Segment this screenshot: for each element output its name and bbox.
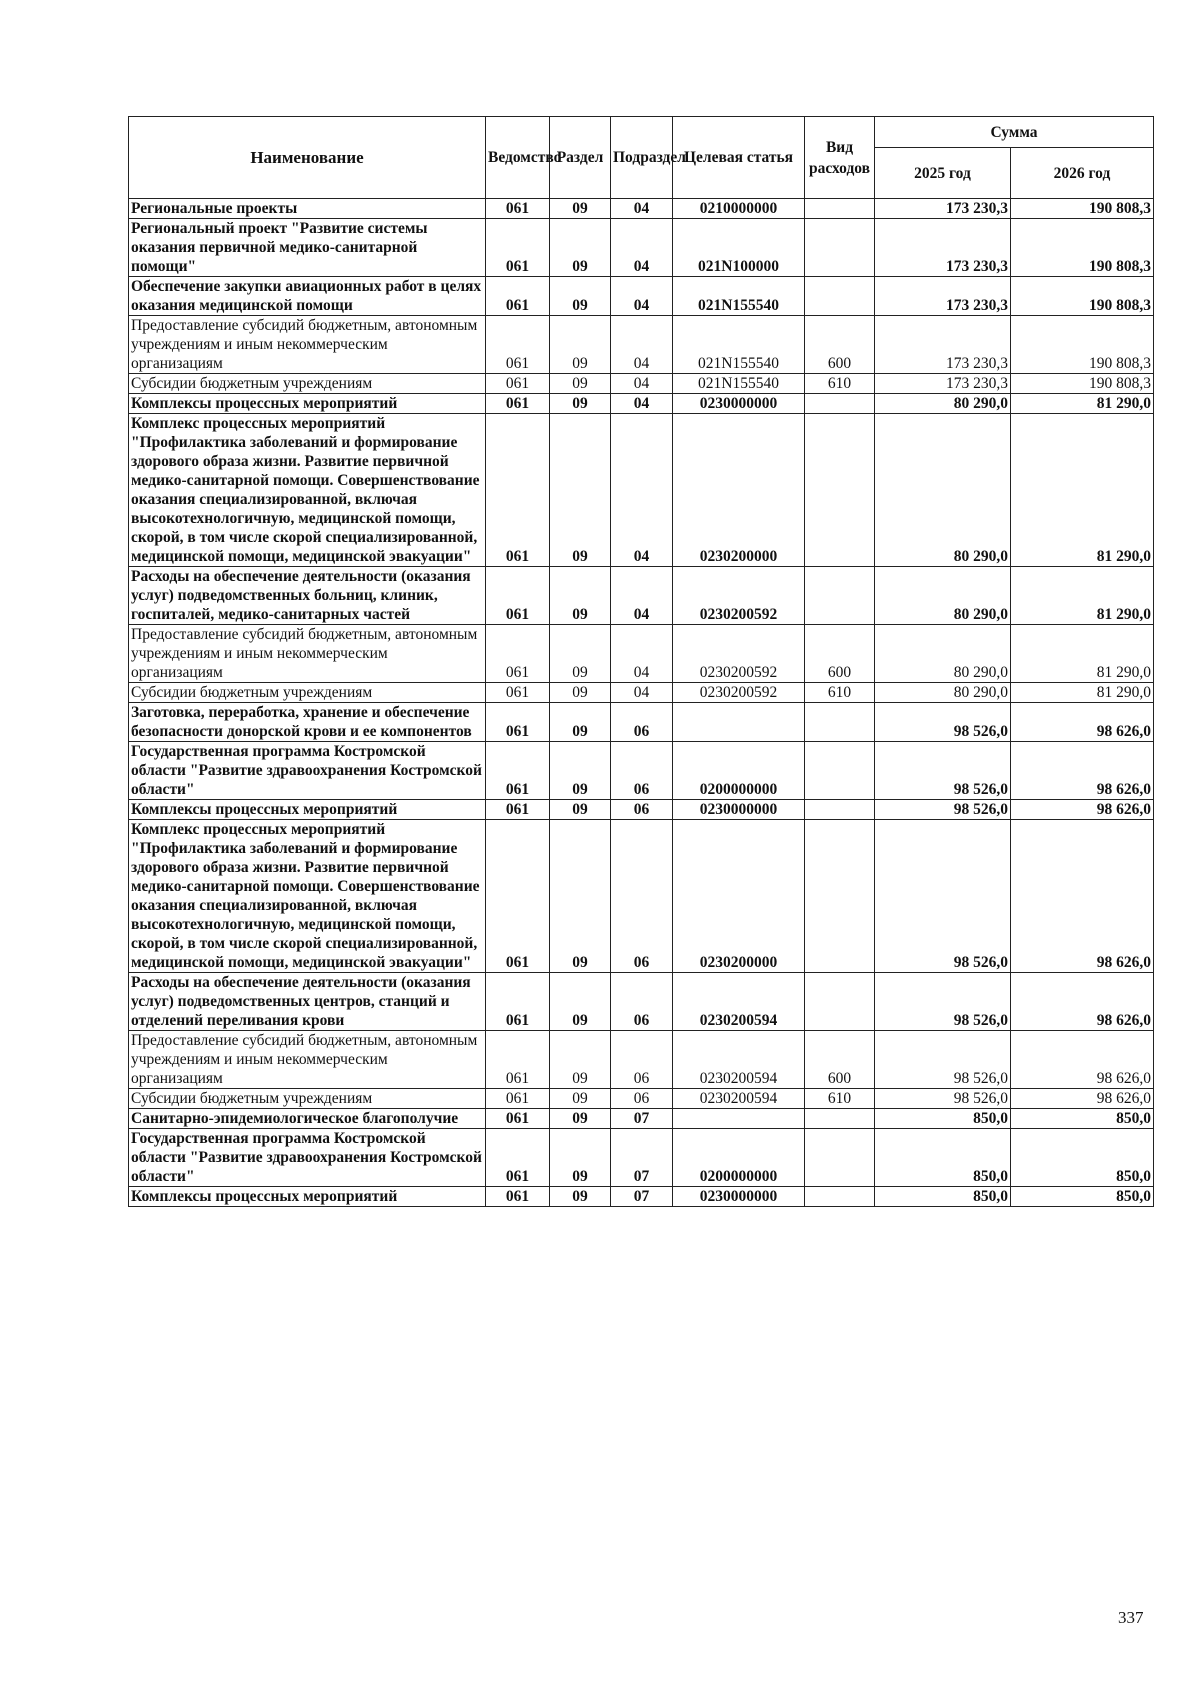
table-row xyxy=(129,1089,1154,1109)
row-sum-2026: 98 626,0 xyxy=(1011,973,1154,1031)
row-razdel: 09 xyxy=(550,277,611,316)
row-vedomstvo: 061 xyxy=(486,1031,550,1089)
row-celevaya-statya: 021N100000 xyxy=(673,219,805,277)
row-razdel: 09 xyxy=(550,703,611,742)
row-vid-raskhodov xyxy=(805,567,875,625)
row-razdel: 09 xyxy=(550,1031,611,1089)
row-podrazdel: 04 xyxy=(611,219,673,277)
table-row xyxy=(129,219,1154,277)
table-row xyxy=(129,973,1154,1031)
row-sum-2025: 173 230,3 xyxy=(875,219,1011,277)
row-podrazdel: 06 xyxy=(611,800,673,820)
row-razdel: 09 xyxy=(550,219,611,277)
row-vid-raskhodov xyxy=(805,1129,875,1187)
row-celevaya-statya: 021N155540 xyxy=(673,374,805,394)
row-celevaya-statya xyxy=(673,703,805,742)
row-vedomstvo: 061 xyxy=(486,394,550,414)
budget-table xyxy=(128,116,1154,1207)
row-name: Комплексы процессных мероприятий xyxy=(129,800,486,820)
header-summa: Сумма xyxy=(875,117,1154,148)
row-sum-2026: 98 626,0 xyxy=(1011,1031,1154,1089)
row-name: Государственная программа Костромской области "Развитие здравоохранения Костромской области" xyxy=(129,1129,486,1187)
row-razdel: 09 xyxy=(550,1109,611,1129)
row-vid-raskhodov xyxy=(805,1187,875,1207)
row-vid-raskhodov xyxy=(805,973,875,1031)
row-podrazdel: 04 xyxy=(611,414,673,567)
row-podrazdel: 04 xyxy=(611,316,673,374)
row-sum-2025: 80 290,0 xyxy=(875,414,1011,567)
row-sum-2026: 81 290,0 xyxy=(1011,414,1154,567)
row-sum-2026: 98 626,0 xyxy=(1011,742,1154,800)
row-vedomstvo: 061 xyxy=(486,277,550,316)
table-row xyxy=(129,199,1154,219)
row-vedomstvo: 061 xyxy=(486,567,550,625)
row-podrazdel: 06 xyxy=(611,742,673,800)
table-row xyxy=(129,1109,1154,1129)
row-sum-2026: 81 290,0 xyxy=(1011,683,1154,703)
row-razdel: 09 xyxy=(550,374,611,394)
row-podrazdel: 04 xyxy=(611,199,673,219)
row-celevaya-statya: 0200000000 xyxy=(673,1129,805,1187)
row-vedomstvo: 061 xyxy=(486,742,550,800)
row-name: Государственная программа Костромской области "Развитие здравоохранения Костромской области" xyxy=(129,742,486,800)
row-sum-2026: 81 290,0 xyxy=(1011,567,1154,625)
row-vedomstvo: 061 xyxy=(486,973,550,1031)
header-name: Наименование xyxy=(129,117,486,199)
row-name: Предоставление субсидий бюджетным, автономным учреждениям и иным некоммерческим организациям xyxy=(129,1031,486,1089)
row-vid-raskhodov xyxy=(805,742,875,800)
row-celevaya-statya: 0230200000 xyxy=(673,820,805,973)
table-row xyxy=(129,414,1154,567)
row-podrazdel: 04 xyxy=(611,394,673,414)
row-podrazdel: 06 xyxy=(611,1031,673,1089)
table-row xyxy=(129,277,1154,316)
row-razdel: 09 xyxy=(550,1187,611,1207)
row-vid-raskhodov: 600 xyxy=(805,1031,875,1089)
row-celevaya-statya: 0230200592 xyxy=(673,567,805,625)
table-row xyxy=(129,1187,1154,1207)
row-vedomstvo: 061 xyxy=(486,374,550,394)
row-sum-2025: 80 290,0 xyxy=(875,625,1011,683)
table-row xyxy=(129,567,1154,625)
row-vid-raskhodov xyxy=(805,199,875,219)
row-vid-raskhodov xyxy=(805,414,875,567)
row-name: Санитарно-эпидемиологическое благополучие xyxy=(129,1109,486,1129)
row-sum-2026: 190 808,3 xyxy=(1011,199,1154,219)
row-podrazdel: 04 xyxy=(611,567,673,625)
row-sum-2026: 190 808,3 xyxy=(1011,277,1154,316)
row-podrazdel: 04 xyxy=(611,374,673,394)
row-podrazdel: 04 xyxy=(611,625,673,683)
row-vedomstvo: 061 xyxy=(486,199,550,219)
row-vedomstvo: 061 xyxy=(486,1089,550,1109)
row-name: Комплексы процессных мероприятий xyxy=(129,394,486,414)
table-row xyxy=(129,703,1154,742)
row-sum-2025: 173 230,3 xyxy=(875,374,1011,394)
row-vedomstvo: 061 xyxy=(486,625,550,683)
row-razdel: 09 xyxy=(550,199,611,219)
row-celevaya-statya: 0230000000 xyxy=(673,800,805,820)
row-sum-2025: 80 290,0 xyxy=(875,567,1011,625)
row-celevaya-statya: 0230000000 xyxy=(673,394,805,414)
row-razdel: 09 xyxy=(550,567,611,625)
table-row xyxy=(129,1031,1154,1089)
row-razdel: 09 xyxy=(550,800,611,820)
row-sum-2025: 98 526,0 xyxy=(875,800,1011,820)
table-row xyxy=(129,374,1154,394)
row-vedomstvo: 061 xyxy=(486,1187,550,1207)
row-vid-raskhodov: 610 xyxy=(805,374,875,394)
table-row xyxy=(129,683,1154,703)
row-sum-2025: 98 526,0 xyxy=(875,703,1011,742)
header-celevaya-statya: Целевая статья xyxy=(673,117,805,199)
row-vid-raskhodov xyxy=(805,1109,875,1129)
row-sum-2026: 850,0 xyxy=(1011,1129,1154,1187)
row-sum-2025: 98 526,0 xyxy=(875,1089,1011,1109)
row-razdel: 09 xyxy=(550,1129,611,1187)
row-sum-2026: 98 626,0 xyxy=(1011,800,1154,820)
row-vid-raskhodov: 600 xyxy=(805,625,875,683)
table-row xyxy=(129,742,1154,800)
row-vedomstvo: 061 xyxy=(486,316,550,374)
row-celevaya-statya: 0230200594 xyxy=(673,1089,805,1109)
row-vedomstvo: 061 xyxy=(486,219,550,277)
row-vid-raskhodov xyxy=(805,703,875,742)
row-sum-2026: 190 808,3 xyxy=(1011,374,1154,394)
row-name: Комплексы процессных мероприятий xyxy=(129,1187,486,1207)
row-sum-2026: 98 626,0 xyxy=(1011,1089,1154,1109)
row-vedomstvo: 061 xyxy=(486,1129,550,1187)
row-podrazdel: 06 xyxy=(611,1089,673,1109)
row-vedomstvo: 061 xyxy=(486,800,550,820)
row-name: Заготовка, переработка, хранение и обеспечение безопасности донорской крови и ее компонентов xyxy=(129,703,486,742)
row-celevaya-statya: 0230200592 xyxy=(673,625,805,683)
row-sum-2026: 190 808,3 xyxy=(1011,219,1154,277)
row-name: Расходы на обеспечение деятельности (оказания услуг) подведомственных больниц, клиник, госпиталей, медико-санитарных частей xyxy=(129,567,486,625)
row-podrazdel: 04 xyxy=(611,277,673,316)
row-name: Субсидии бюджетным учреждениям xyxy=(129,683,486,703)
row-vedomstvo: 061 xyxy=(486,1109,550,1129)
row-sum-2025: 98 526,0 xyxy=(875,1031,1011,1089)
row-razdel: 09 xyxy=(550,625,611,683)
row-celevaya-statya xyxy=(673,1109,805,1129)
header-year-2025: 2025 год xyxy=(875,148,1011,199)
row-podrazdel: 07 xyxy=(611,1109,673,1129)
header-vedomstvo: Ведомство xyxy=(486,117,550,199)
row-vid-raskhodov xyxy=(805,394,875,414)
row-sum-2025: 173 230,3 xyxy=(875,316,1011,374)
row-razdel: 09 xyxy=(550,316,611,374)
row-razdel: 09 xyxy=(550,394,611,414)
row-name: Субсидии бюджетным учреждениям xyxy=(129,1089,486,1109)
row-sum-2026: 850,0 xyxy=(1011,1109,1154,1129)
row-celevaya-statya: 0230200592 xyxy=(673,683,805,703)
table-row xyxy=(129,800,1154,820)
row-sum-2025: 98 526,0 xyxy=(875,742,1011,800)
table-row xyxy=(129,1129,1154,1187)
row-vid-raskhodov: 600 xyxy=(805,316,875,374)
row-vedomstvo: 061 xyxy=(486,703,550,742)
row-vid-raskhodov xyxy=(805,820,875,973)
header-year-2026: 2026 год xyxy=(1011,148,1154,199)
row-sum-2025: 173 230,3 xyxy=(875,277,1011,316)
row-sum-2025: 850,0 xyxy=(875,1187,1011,1207)
row-celevaya-statya: 0230200594 xyxy=(673,973,805,1031)
row-podrazdel: 06 xyxy=(611,973,673,1031)
table-row xyxy=(129,820,1154,973)
row-sum-2025: 850,0 xyxy=(875,1109,1011,1129)
row-vid-raskhodov xyxy=(805,219,875,277)
row-name: Предоставление субсидий бюджетным, автономным учреждениям и иным некоммерческим организациям xyxy=(129,316,486,374)
row-sum-2025: 98 526,0 xyxy=(875,820,1011,973)
row-razdel: 09 xyxy=(550,742,611,800)
row-name: Региональные проекты xyxy=(129,199,486,219)
row-razdel: 09 xyxy=(550,683,611,703)
row-celevaya-statya: 0200000000 xyxy=(673,742,805,800)
row-name: Обеспечение закупки авиационных работ в целях оказания медицинской помощи xyxy=(129,277,486,316)
row-celevaya-statya: 0230200000 xyxy=(673,414,805,567)
row-name: Субсидии бюджетным учреждениям xyxy=(129,374,486,394)
row-vedomstvo: 061 xyxy=(486,414,550,567)
row-vid-raskhodov: 610 xyxy=(805,683,875,703)
row-podrazdel: 07 xyxy=(611,1129,673,1187)
row-sum-2026: 98 626,0 xyxy=(1011,703,1154,742)
row-celevaya-statya: 021N155540 xyxy=(673,316,805,374)
row-celevaya-statya: 0230200594 xyxy=(673,1031,805,1089)
row-vedomstvo: 061 xyxy=(486,683,550,703)
row-sum-2025: 98 526,0 xyxy=(875,973,1011,1031)
header-podrazdel: Подраздел xyxy=(611,117,673,199)
row-name: Комплекс процессных мероприятий "Профилактика заболеваний и формирование здорового образа жизни. Развитие первичной медико-санитарной помощи. Совершенствование оказания специализированной, включая высокотехнологичную, медицинской помощи, скорой, в том числе скорой специализированной, медицинской помощи, медицинской эвакуации" xyxy=(129,414,486,567)
row-razdel: 09 xyxy=(550,820,611,973)
page-number: 337 xyxy=(1118,1608,1144,1627)
row-sum-2026: 81 290,0 xyxy=(1011,625,1154,683)
row-name: Предоставление субсидий бюджетным, автономным учреждениям и иным некоммерческим организациям xyxy=(129,625,486,683)
header-razdel: Раздел xyxy=(550,117,611,199)
row-sum-2026: 81 290,0 xyxy=(1011,394,1154,414)
row-razdel: 09 xyxy=(550,1089,611,1109)
row-name: Расходы на обеспечение деятельности (оказания услуг) подведомственных центров, станций и отделений переливания крови xyxy=(129,973,486,1031)
row-sum-2026: 190 808,3 xyxy=(1011,316,1154,374)
table-row xyxy=(129,625,1154,683)
row-sum-2025: 80 290,0 xyxy=(875,683,1011,703)
row-celevaya-statya: 021N155540 xyxy=(673,277,805,316)
row-vedomstvo: 061 xyxy=(486,820,550,973)
row-podrazdel: 06 xyxy=(611,703,673,742)
table-row xyxy=(129,394,1154,414)
row-podrazdel: 04 xyxy=(611,683,673,703)
row-vid-raskhodov: 610 xyxy=(805,1089,875,1109)
row-podrazdel: 07 xyxy=(611,1187,673,1207)
row-vid-raskhodov xyxy=(805,800,875,820)
table-header xyxy=(129,117,1154,199)
row-sum-2025: 173 230,3 xyxy=(875,199,1011,219)
row-sum-2025: 850,0 xyxy=(875,1129,1011,1187)
row-sum-2026: 98 626,0 xyxy=(1011,820,1154,973)
row-razdel: 09 xyxy=(550,414,611,567)
row-sum-2025: 80 290,0 xyxy=(875,394,1011,414)
row-sum-2026: 850,0 xyxy=(1011,1187,1154,1207)
row-name: Комплекс процессных мероприятий "Профилактика заболеваний и формирование здорового образа жизни. Развитие первичной медико-санитарной помощи. Совершенствование оказания специализированной, включая высокотехнологичную, медицинской помощи, скорой, в том числе скорой специализированной, медицинской помощи, медицинской эвакуации" xyxy=(129,820,486,973)
row-razdel: 09 xyxy=(550,973,611,1031)
header-vid-raskhodov: Вид расходов xyxy=(805,117,875,199)
row-celevaya-statya: 0230000000 xyxy=(673,1187,805,1207)
row-name: Региональный проект "Развитие системы оказания первичной медико-санитарной помощи" xyxy=(129,219,486,277)
table-body xyxy=(129,199,1154,1207)
row-celevaya-statya: 0210000000 xyxy=(673,199,805,219)
row-vid-raskhodov xyxy=(805,277,875,316)
row-podrazdel: 06 xyxy=(611,820,673,973)
table-row xyxy=(129,316,1154,374)
